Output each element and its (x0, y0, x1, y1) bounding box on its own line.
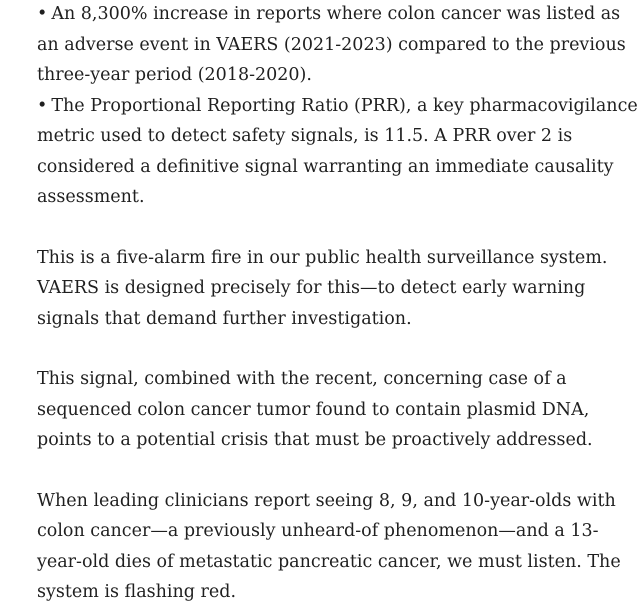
bullet-marker: • (37, 4, 48, 24)
bullet-text: The Proportional Reporting Ratio (PRR), a key pharmacovigilance metric used to detect safety signals, is 11.5. A PRR over 2 is considered a definitive signal warranting an immediate causality assessment. (37, 95, 638, 207)
bullet-list (37, 0, 640, 213)
bullet-item (37, 91, 640, 213)
paragraph-surveillance: This is a five-alarm fire in our public health surveillance system. VAERS is designed precisely for this—to detect early warning signals that demand further investigation. (37, 247, 608, 329)
paragraph-clinicians: When leading clinicians report seeing 8, 9, and 10-year-olds with colon cancer—a previously unheard-of phenomenon—and a 13-year-old dies of metastatic pancreatic cancer, we must listen. The system is flashing red. (37, 490, 621, 602)
bullet-text: An 8,300% increase in reports where colon cancer was listed as an adverse event in VAERS (2021-2023) compared to the previous three-year period (2018-2020). (37, 4, 626, 85)
bullet-marker: • (37, 95, 48, 116)
paragraph-plasmid-signal: This signal, combined with the recent, concerning case of a sequenced colon cancer tumor found to contain plasmid DNA, points to a potential crisis that must be proactively addressed. (37, 369, 593, 450)
bullet-item (37, 0, 640, 91)
